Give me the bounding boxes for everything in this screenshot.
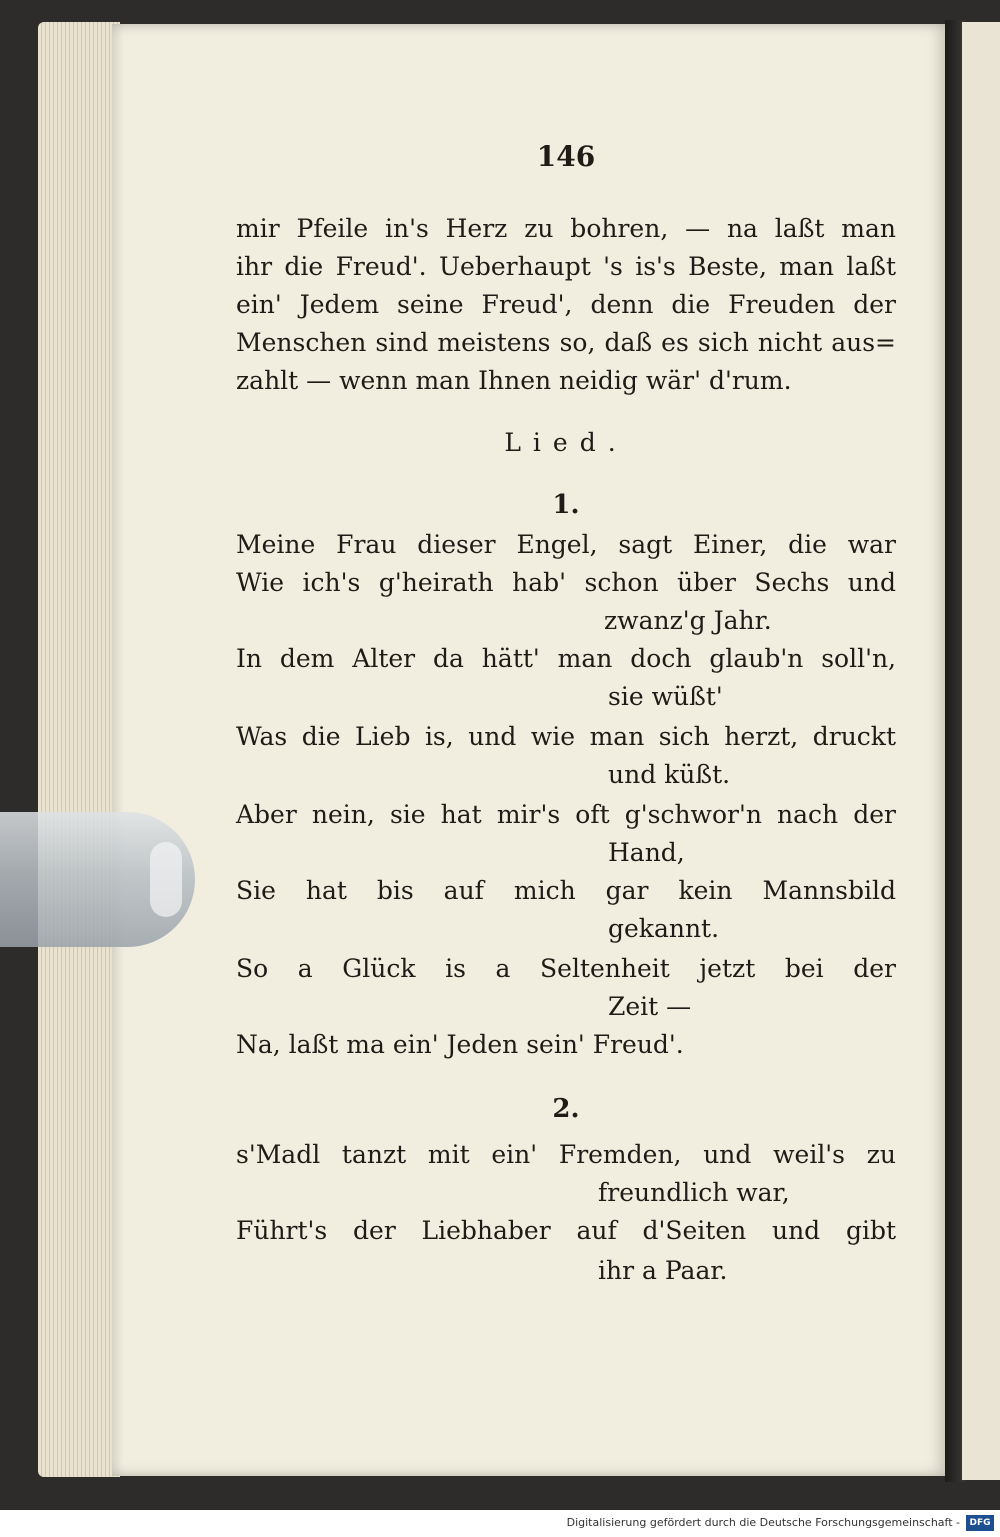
verse-continuation: zwanz'g Jahr. <box>604 606 772 635</box>
verse-line: Was die Lieb is, und wie man sich herzt, druckt <box>236 722 896 751</box>
stanza-number: 1. <box>552 490 580 520</box>
verse-continuation: Zeit — <box>608 992 692 1021</box>
page-clip-highlight <box>150 842 182 917</box>
verse-line: Meine Frau dieser Engel, sagt Einer, die war <box>236 530 896 559</box>
verse-line: Führt's der Liebhaber auf d'Seiten und gibt <box>236 1216 896 1245</box>
verse-line: Aber nein, sie hat mir's oft g'schwor'n nach der <box>236 800 896 829</box>
verse-line: s'Madl tanzt mit ein' Fremden, und weil's zu <box>236 1140 896 1169</box>
footer-credit: Digitalisierung gefördert durch die Deutsche Forschungsgemeinschaft - <box>566 1516 960 1529</box>
verse-line: Wie ich's g'heirath hab' schon über Sechs und <box>236 568 896 597</box>
stanza-number: 2. <box>552 1094 580 1124</box>
prose-line: zahlt — wenn man Ihnen neidig wär' d'rum. <box>236 366 792 395</box>
verse-continuation: und küßt. <box>608 760 731 789</box>
verse-continuation: gekannt. <box>608 914 720 943</box>
prose-line: mir Pfeile in's Herz zu bohren, — na laßt man <box>236 214 896 243</box>
verse-continuation: Hand, <box>608 838 685 867</box>
prose-line: ihr die Freud'. Ueberhaupt 's is's Beste, man laßt <box>236 252 896 281</box>
verse-continuation: ihr a Paar. <box>598 1256 728 1285</box>
verse-line: Na, laßt ma ein' Jeden sein' Freud'. <box>236 1030 684 1059</box>
verse-line: In dem Alter da hätt' man doch glaub'n soll'n, <box>236 644 896 673</box>
verse-line: So a Glück is a Seltenheit jetzt bei der <box>236 954 896 983</box>
prose-line: ein' Jedem seine Freud', denn die Freuden der <box>236 290 896 319</box>
footer-bar <box>0 1512 1000 1537</box>
page-edges <box>38 22 120 1477</box>
song-heading: Lied. <box>504 428 628 457</box>
verse-continuation: sie wüßt' <box>608 682 723 711</box>
facing-page-edge <box>962 22 1000 1480</box>
prose-line: Menschen sind meistens so, daß es sich nicht aus= <box>236 328 896 357</box>
dfg-logo: DFG <box>966 1515 994 1531</box>
verse-line: Sie hat bis auf mich gar kein Mannsbild <box>236 876 896 905</box>
verse-continuation: freundlich war, <box>598 1178 790 1207</box>
page-number: 146 <box>536 140 596 173</box>
